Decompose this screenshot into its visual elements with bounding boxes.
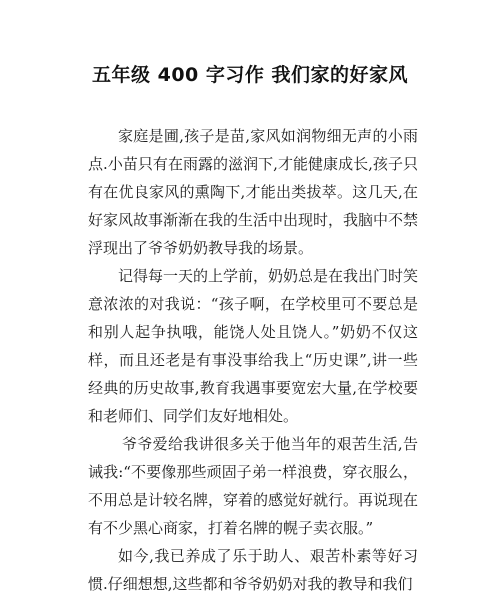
document-body <box>88 122 418 598</box>
document-title: 五年级 400 字习作 我们家的好家风 <box>91 64 408 86</box>
paragraph-2: 记得每一天的上学前，奶奶总是在我出门时笑意浓浓的对我说：“孩子啊，在学校里可不要总是和别人起争执哦，能饶人处且饶人。”奶奶不仅这样，而且还老是有事没事给我上“历史课”,讲一些经典的历史故事,教育我遇事要宽宏大量,在学校要和老师们、同学们友好地相处。 <box>88 267 419 425</box>
paragraph-3: 爷爷爱给我讲很多关于他当年的艰苦生活,告诫我:“不要像那些顽固子弟一样浪费，穿衣服么，不用总是计较名牌，穿着的感觉好就行。再说现在有不少黑心商家，打着名牌的幌子卖衣服。” <box>88 435 419 537</box>
paragraph-1: 家庭是圃,孩子是苗,家风如润物细无声的小雨点.小苗只有在雨露的滋润下,才能健康成长,孩子只有在优良家风的熏陶下,才能出类拔萃。这几天,在好家风故事渐渐在我的生活中出现时，我脑中不禁浮现出了爷爷奶奶教导我的场景。 <box>88 127 419 257</box>
paragraph-4: 如今,我已养成了乐于助人、艰苦朴素等好习惯.仔细想想,这些都和爷爷奶奶对我的教导和我们 <box>88 547 418 593</box>
